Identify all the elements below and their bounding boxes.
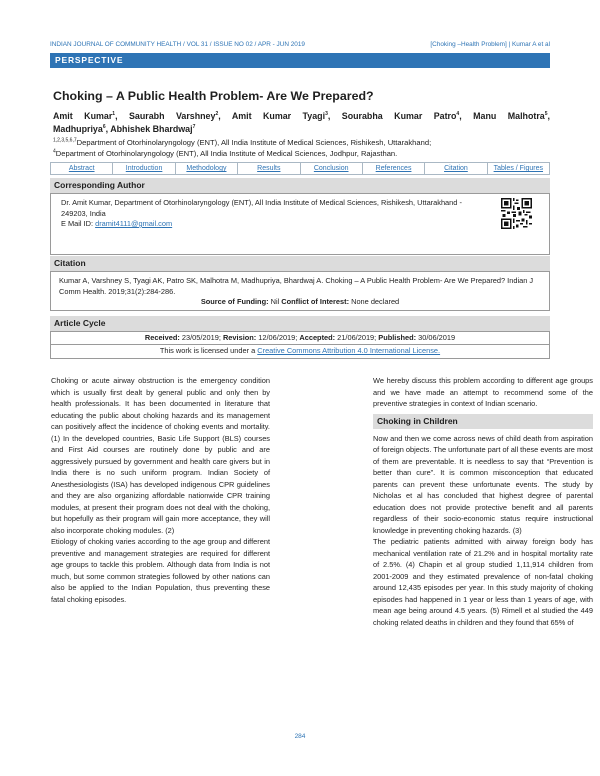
paragraph: Choking or acute airway obstruction is the emergency condition which is usually first dealt by general public and only then by health professionals. It has been documented in literature that educating the public about choking hazards and its management can positively affect the incidence of choking events and mortality. (1) In the developed countries, Basic Life Support (BLS) courses and First Aid courses are routinely done by public and are aggressively pursued by government and health care givers but in India there is no such uniform program. Indian Society of Anesthesiologists (ISA) has developed indigenous CPR guidelines and they are also organizing affordable nationwide CPR training modules, at present their program does not deal with the choking, but hopefully as their program will gain more acceptance, they will also incorporate choking modules. (2) — [51, 376, 270, 535]
affiliation-text: Department of Otorhinolaryngology (ENT), All India Institute of Medical Sciences, Jodhpur, Rajasthan. — [55, 149, 398, 158]
article-dates-row — [51, 332, 549, 344]
section-nav — [50, 162, 550, 175]
paragraph: The pediatric patients admitted with airway foreign body has mechanical ventilation rate of 21.2% and in hospital mortality rate of 2.5%. (4) Chapin et al group studied 1,11,914 children from 2001-2009 and they estimated prevalence of non-fatal choking around 12,435 episodes per year. In this study majority of choking episodes had happened in 1 year or less than 1 years of age, with mean age being around 4.5 years. (5) Rimell et al studied the 449 choking related deaths in children and they found that 65% of — [373, 537, 593, 627]
license-link[interactable]: Creative Commons Attribution 4.0 International License. — [257, 346, 441, 355]
received-date: 23/05/2019; — [179, 333, 223, 342]
revision-date: 12/06/2019; — [256, 333, 300, 342]
paragraph: Now and then we come across news of child death from aspiration of foreign objects. The unfortunate part of all these events are most of them are preventable. It is needless to say that “Prevention is better than cure”. It is common misconception that educated parents can prevent these unfortunate events. The study by Nicholas et al has concluded that highest degree of parental education does not provide protective benefit and all parents regardless of their socio-economic status require instructional knowledge in preventing choking hazards. (3) — [373, 433, 593, 535]
conflict-label: Conflict of Interest: — [281, 297, 350, 306]
author-name: Sourabha Kumar Patro — [341, 111, 457, 121]
author-name: Abhishek Bhardwaj — [110, 124, 193, 134]
affiliation-text: Department of Otorhinolaryngology (ENT), All India Institute of Medical Sciences, Rishikesh, Uttarakhand; — [76, 138, 432, 147]
funding-row — [51, 297, 549, 308]
author-sup: 4 — [456, 111, 460, 118]
author-name: Amit Kumar — [53, 111, 113, 121]
corresponding-author-heading: Corresponding Author — [50, 178, 550, 193]
published-date: 30/06/2019 — [416, 333, 456, 342]
running-head — [50, 41, 550, 51]
citation-heading: Citation — [50, 256, 550, 271]
affiliation-sup: 1,2,3,5,6,7 — [53, 137, 77, 144]
affiliation-sup: 4 — [53, 148, 56, 155]
author-name: Saurabh Varshney — [129, 111, 216, 121]
nav-references[interactable]: References — [363, 163, 425, 174]
funding-value: Nil — [268, 297, 282, 306]
running-title: [Choking –Health Problem] | Kumar A et al — [430, 41, 550, 48]
journal-info: INDIAN JOURNAL OF COMMUNITY HEALTH / VOL 31 / ISSUE NO 02 / APR - JUN 2019 — [50, 41, 305, 48]
affiliation-2 — [53, 149, 550, 159]
revision-label: Revision: — [222, 333, 257, 342]
citation-box — [50, 271, 550, 311]
article-title: Choking – A Public Health Problem- Are We Prepared? — [53, 89, 374, 103]
corresponding-author-text: Dr. Amit Kumar, Department of Otorhinolaryngology (ENT), All India Institute of Medical Sciences, Rishikesh, Uttarakhand - 249203, India — [61, 198, 462, 218]
author-sup: 1 — [112, 111, 116, 118]
author-sup: 5 — [544, 111, 548, 118]
license-prefix: This work is licensed under a — [159, 346, 258, 355]
corresponding-author-box — [50, 193, 550, 255]
email-link[interactable]: dramit4111@gmail.com — [95, 219, 173, 228]
author-sup: 6 — [102, 124, 106, 131]
author-sup: 3 — [325, 111, 328, 118]
paragraph: We hereby discuss this problem according to different age groups and we have made an attempt to recommend some of the preventive strategies in context of Indian scenario. — [373, 376, 593, 408]
section-banner: PERSPECTIVE — [50, 53, 550, 68]
accepted-label: Accepted: — [299, 333, 336, 342]
author-sup: 2 — [215, 111, 219, 118]
received-label: Received: — [144, 333, 180, 342]
author-name: Madhupriya — [53, 124, 103, 134]
nav-introduction[interactable]: Introduction — [113, 163, 175, 174]
authors-line-1: Amit Kumar$^1$, Saurabh Varshney$^2$, Amit Kumar Tyagi$^3$, Sourabha Kumar Patro$^4$, Manu Malhotra$^5$, — [53, 111, 550, 121]
nav-abstract[interactable]: Abstract — [51, 163, 113, 174]
article-cycle-heading: Article Cycle — [50, 316, 550, 331]
nav-methodology[interactable]: Methodology — [176, 163, 238, 174]
accepted-date: 21/06/2019; — [335, 333, 379, 342]
author-name: Manu Malhotra — [473, 111, 545, 121]
body-right-column — [373, 375, 593, 628]
nav-results[interactable]: Results — [238, 163, 300, 174]
email-row — [61, 219, 481, 230]
nav-tables-figures[interactable]: Tables / Figures — [493, 165, 544, 172]
funding-label: Source of Funding: — [200, 297, 269, 306]
email-label: E Mail ID: — [61, 219, 96, 228]
nav-conclusion[interactable]: Conclusion — [301, 163, 363, 174]
conflict-value: None declared — [349, 297, 400, 306]
author-name: Amit Kumar Tyagi — [231, 111, 326, 121]
body-left-column — [51, 375, 270, 605]
article-cycle-box — [50, 331, 550, 359]
qr-code-icon — [501, 198, 532, 229]
authors-line-2: Madhupriya$^6$, Abhishek Bhardwaj$^7$ — [53, 124, 196, 134]
author-sup: 7 — [192, 124, 196, 131]
page-number: 284 — [294, 733, 306, 740]
corresponding-author-details — [61, 198, 481, 230]
paragraph: Etiology of choking varies according to the age group and different preventive and management strategies are required for different age groups to tackle this problem. Although data from India is not much, but some common strategies followed by other nations can also be applied to the Indian Population, thus preventing these fatal choking episodes. — [51, 537, 270, 604]
choking-in-children-heading: Choking in Children — [373, 414, 593, 429]
published-label: Published: — [378, 333, 417, 342]
citation-text: Kumar A, Varshney S, Tyagi AK, Patro SK, Malhotra M, Madhupriya, Bhardwaj A. Choking – A Public Health Problem- Are We Prepared? Indian J Comm Health. 2019;31(2):284-286. — [59, 276, 534, 296]
license-row — [51, 344, 549, 356]
nav-citation[interactable]: Citation — [425, 163, 487, 174]
affiliation-1 — [53, 138, 550, 148]
